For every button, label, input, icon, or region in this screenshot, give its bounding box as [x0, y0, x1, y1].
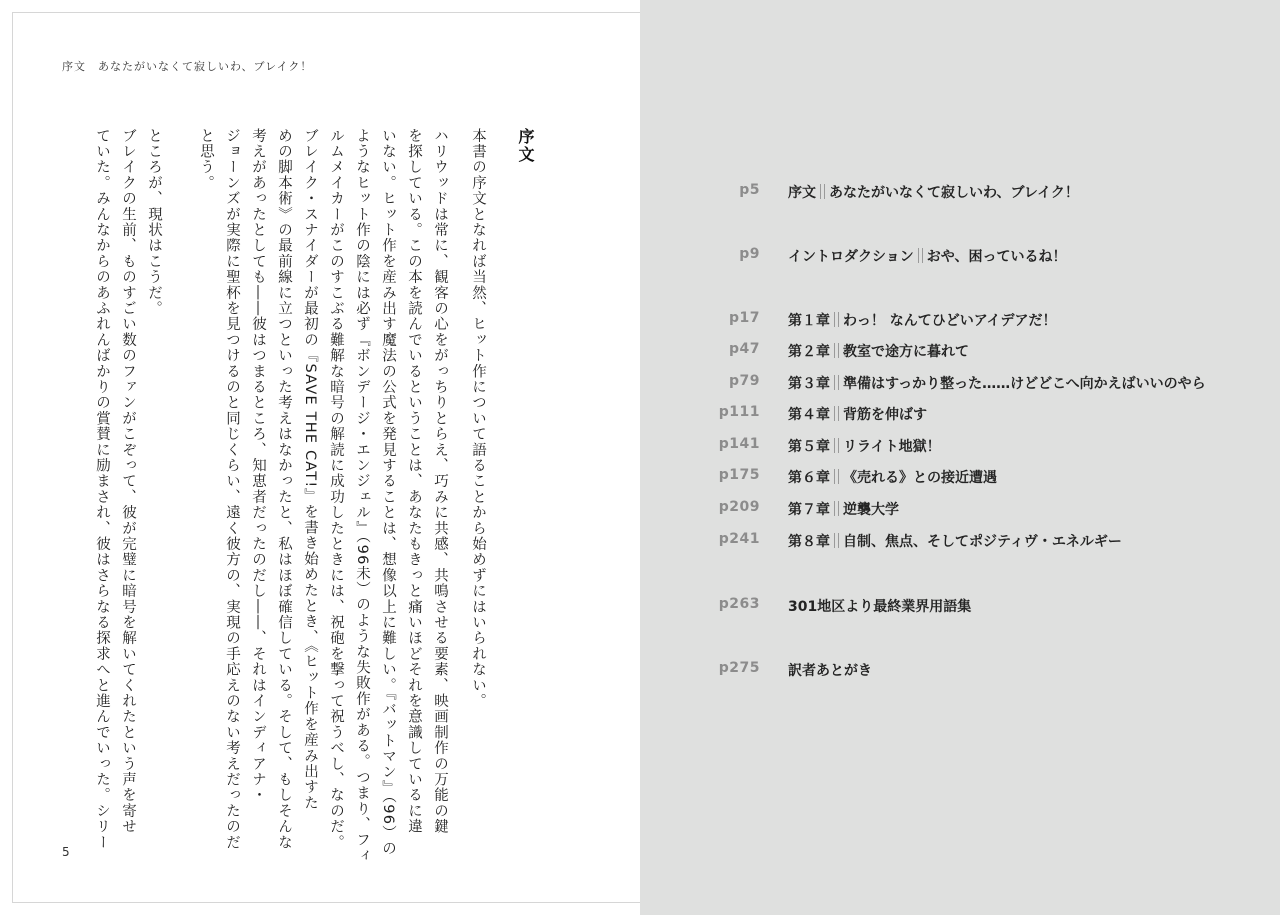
toc-page-number: p141	[718, 436, 760, 452]
text-column: ブレイク・スナイダーが最初の『SAVE THE CAT!』を書き始めたとき、《ヒット作を産み出すた	[302, 128, 318, 811]
toc-separator	[834, 406, 839, 421]
toc-title: 準備はすっかり整った……けどどこへ向かえばいいのやら	[843, 376, 1206, 392]
toc-page	[640, 0, 1280, 915]
text-column: いない。ヒット作を産み出す魔法の公式を発見することは、想像以上に難しい。『バットマン』（96）の	[380, 128, 396, 857]
toc-chapter: 第７章	[788, 502, 830, 518]
text-column: 考えがあったとしても――彼はつまるところ、知恵者だったのだし――、それはインディアナ・	[250, 128, 266, 804]
toc-title: おや、困っているね！	[926, 249, 1067, 265]
toc-label	[788, 436, 941, 456]
toc-entry[interactable]	[640, 660, 1280, 684]
running-head: 序文 あなたがいなくて寂しいわ、ブレイク！	[62, 60, 313, 73]
toc-chapter: 第２章	[788, 344, 830, 360]
text-column: ようなヒット作の陰には必ず『ボンデージ・エンジェル』（96未）のような失敗作がある。つまり、フィ	[354, 128, 370, 864]
toc-separator	[918, 248, 923, 263]
toc-entry[interactable]	[640, 341, 1280, 365]
toc-separator	[834, 312, 839, 327]
toc-label	[788, 499, 899, 519]
text-column: ジョーンズが実際に聖杯を見つけるのと同じくらい、遠く彼方の、実現の手応えのない考えだったのだ	[224, 128, 240, 851]
toc-page-number: p5	[739, 182, 760, 198]
text-column: を探している。この本を読んでいるということは、あなたもきっと痛いほどそれを意識しているに違	[406, 128, 422, 835]
toc-separator	[834, 343, 839, 358]
toc-page-number: p175	[718, 467, 760, 483]
toc-title: リライト地獄！	[843, 439, 941, 455]
text-column: ルムメイカーがこのすこぶる難解な暗号の解読に成功したときには、祝砲を撃って祝うべし、なのだ。	[328, 128, 344, 851]
toc-label	[788, 467, 997, 487]
toc-page-number: p275	[718, 660, 760, 676]
toc-separator	[820, 184, 825, 199]
toc-label	[788, 182, 1079, 202]
toc-separator	[834, 375, 839, 390]
toc-separator	[834, 438, 839, 453]
text-column: ところが、現状はこうだ。	[146, 128, 162, 317]
toc-title: 301地区より最終業界用語集	[788, 599, 972, 615]
toc-label	[788, 373, 1206, 393]
toc-title: 《売れる》との接近遭遇	[843, 470, 997, 486]
toc-title: 背筋を伸ばす	[843, 407, 927, 423]
toc-title: あなたがいなくて寂しいわ、ブレイク！	[829, 185, 1079, 201]
toc-chapter: 第３章	[788, 376, 830, 392]
toc-label	[788, 660, 872, 680]
toc-chapter: 第５章	[788, 439, 830, 455]
toc-page-number: p241	[718, 531, 760, 547]
toc-label	[788, 341, 969, 361]
toc-entry[interactable]	[640, 373, 1280, 397]
toc-page-number: p9	[739, 246, 760, 262]
toc-page-number: p17	[728, 310, 760, 326]
text-column: ブレイクの生前、ものすごい数のファンがこぞって、彼が完璧に暗号を解いてくれたという声を寄せ	[120, 128, 136, 835]
toc-chapter: 第８章	[788, 534, 830, 550]
text-column: ハリウッドは常に、観客の心をがっちりとらえ、巧みに共感、共鳴させる要素、映画制作の万能の鍵	[432, 128, 448, 835]
text-column: めの脚本術》の最前線に立つといった考えはなかったと、私はほぼ確信している。そして、もしそんな	[276, 128, 292, 851]
toc-separator	[834, 533, 839, 548]
toc-title: 訳者あとがき	[788, 663, 872, 679]
toc-title: 自制、焦点、そしてポジティヴ・エネルギー	[843, 534, 1122, 550]
toc-entry[interactable]	[640, 182, 1280, 206]
text-column: ていた。みんなからのあふれんばかりの賞賛に励まされ、彼はさらなる探求へと進んでいった。シリー	[94, 128, 110, 851]
toc-page-number: p47	[728, 341, 760, 357]
text-column: 本書の序文となれば当然、ヒット作について語ることから始めずにはいられない。	[470, 128, 486, 709]
toc-entry[interactable]	[640, 310, 1280, 334]
toc-entry[interactable]	[640, 404, 1280, 428]
toc-chapter: イントロダクション	[788, 249, 914, 265]
text-column: と思う。	[198, 128, 214, 191]
toc-page-number: p111	[718, 404, 760, 420]
toc-separator	[834, 469, 839, 484]
toc-entry[interactable]	[640, 246, 1280, 270]
toc-entry[interactable]	[640, 596, 1280, 620]
toc-entry[interactable]	[640, 467, 1280, 491]
toc-label	[788, 531, 1122, 551]
toc-page-number: p209	[718, 499, 760, 515]
toc-title: 教室で途方に暮れて	[843, 344, 969, 360]
section-heading: 序文	[516, 128, 535, 164]
toc-label	[788, 246, 1066, 266]
toc-label	[788, 596, 971, 616]
toc-chapter: 第６章	[788, 470, 830, 486]
toc-label	[788, 310, 1056, 330]
toc-title: 逆襲大学	[843, 502, 899, 518]
toc-chapter: 第１章	[788, 313, 830, 329]
toc-entry[interactable]	[640, 499, 1280, 523]
page-number: 5	[62, 845, 70, 859]
toc-chapter: 第４章	[788, 407, 830, 423]
toc-entry[interactable]	[640, 436, 1280, 460]
toc-chapter: 序文	[788, 185, 816, 201]
toc-label	[788, 404, 927, 424]
toc-title: わっ！ なんてひどいアイデアだ！	[843, 313, 1057, 329]
toc-page-number: p79	[728, 373, 760, 389]
toc-separator	[834, 501, 839, 516]
toc-page-number: p263	[718, 596, 760, 612]
toc-entry[interactable]	[640, 531, 1280, 555]
